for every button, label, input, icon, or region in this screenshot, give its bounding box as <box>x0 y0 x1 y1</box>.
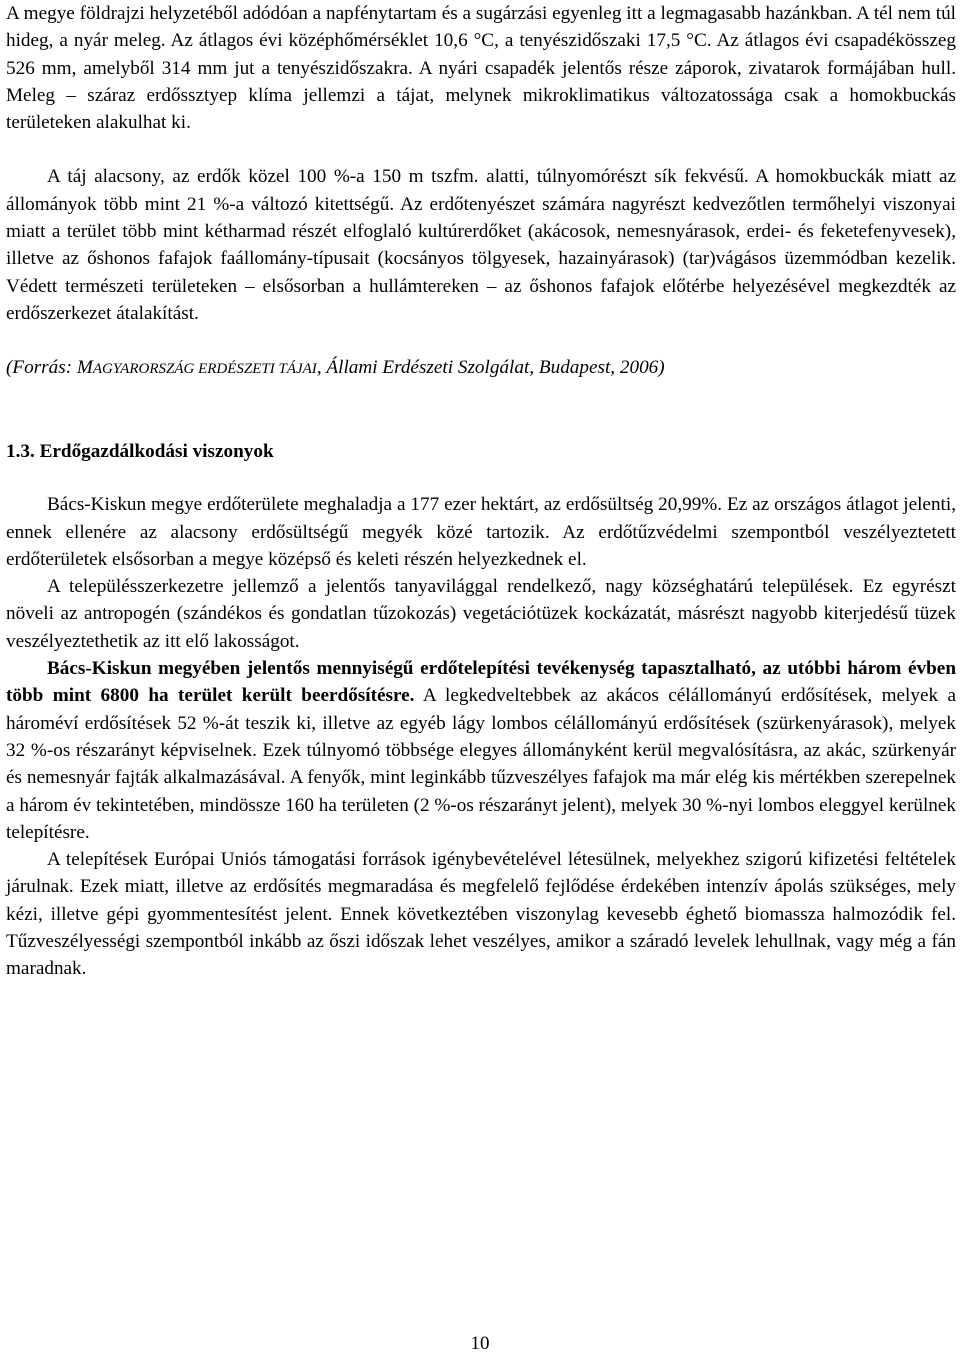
afforestation-rest-text: A legkedveltebbek az akácos célállományú erdősítések, melyek a hároméví erdősítések 52 %-át teszik ki, illetve az egyéb lágy lombos célállományú erdősítések (szürkenyárasok), melyek 32 %-os részarányt képviselnek. Ezek túlnyomó többsége elegyes állományként kerül megvalósításra, az akác, szürkenyár és nemesnyár fajták alkalmazásával. A fenyők, mint leginkább tűzveszélyes fafajok ma már elég kis mértékben szerepelnek a három év tekintetében, mindössze 160 ha területen (2 %-os részarányt jelent), melyek 30 %-nyi lombos eleggyel kerülnek telepítésre. <box>6 685 957 843</box>
paragraph-forest-area: Bács-Kiskun megye erdőterülete meghaladja a 177 ezer hektárt, az erdősültség 20,99%. Ez az országos átlagot jelenti, ennek ellenére az alacsony erdősültségű megyék közé tartozik. Az erdőtűzvédelmi szempontból veszélyeztetett erdőterületek elsősorban a megye középső és keleti részén helyezkednek el. <box>6 494 956 570</box>
paragraph-settlements: A településszerkezetre jellemző a jelentős tanyavilággal rendelkező, nagy községhatárú települések. Ez egyrészt növeli az antropogén (szándékos és gondatlan tűzokozás) vegetációtüzek kockázatát, másrészt nagyobb kiterjedésű tüzek veszélyeztethetik az itt elő lakosságot. <box>6 576 956 652</box>
paragraph-afforestation <box>6 655 956 846</box>
section-title: Erdőgazdálkodási viszonyok <box>39 441 274 463</box>
document-page <box>6 0 956 983</box>
section-number: 1.3. <box>6 441 35 463</box>
source-open: (Forrás: M <box>6 357 93 379</box>
section-heading <box>6 438 956 465</box>
paragraph-eu-support: A telepítések Európai Uniós támogatási források igénybevételével létesülnek, melyekhez szigorú kifizetési feltételek járulnak. Ezek miatt, illetve az erdősítés megmaradása és megfelelő fejlődése érdekében intenzív ápolás szükséges, mely kézi, illetve gépi gyommentesítést jelent. Ennek következtében viszonylag kevesebb éghető biomassza halmozódik fel. Tűzveszélyességi szempontból inkább az őszi időszak lehet veszélyes, amikor a száradó levelek lehullnak, vagy még a fán maradnak. <box>6 849 956 980</box>
page-number: 10 <box>470 1333 490 1354</box>
source-title-smallcaps: AGYARORSZÁG ERDÉSZETI TÁJAI <box>92 361 317 378</box>
afforestation-bold-text: Bács-Kiskun megyében jelentős mennyiségű erdőtelepítési tevékenység tapasztalható, az utóbbi három évben több mint 6800 ha terület került beerdősítésre. <box>6 658 956 707</box>
paragraph-landscape: A táj alacsony, az erdők közel 100 %-a 150 m tszfm. alatti, túlnyomórészt sík fekvésű. A homokbuckák miatt az állományok több mint 21 %-a változó kitettségű. Az erdőtenyészet számára nagyrészt kedvezőtlen termőhelyi viszonyai miatt a terület több mint kétharmad részét elfoglaló kultúrerdőket (akácosok, nemesnyárasok, erdei- és feketefenyvesek), illetve az őshonos fafajok faállomány-típusait (kocsányos tölgyesek, hazainyárasok) (tar)vágásos üzemmódban kezelik. Védett természeti területeken – elsősorban a hullámtereken – az őshonos fafajok előtérbe helyezésével megkezdték az erdőszerkezet átalakítást. <box>6 166 956 324</box>
source-rest: , Állami Erdészeti Szolgálat, Budapest, 2006) <box>316 357 665 379</box>
paragraph-climate: A megye földrajzi helyzetéből adódóan a napfénytartam és a sugárzási egyenleg itt a legmagasabb hazánkban. A tél nem túl hideg, a nyár meleg. Az átlagos évi középhőmérséklet 10,6 °C, a tenyészidőszaki 17,5 °C. Az átlagos évi csapadékösszeg 526 mm, amelyből 314 mm jut a tenyészidőszakra. A nyári csapadék jelentős része záporok, zivatarok formájában hull. Meleg – száraz erdőssztyep klíma jellemzi a tájat, melynek mikroklimatikus változatossága csak a homokbuckás területeken alakulhat ki. <box>6 3 956 134</box>
source-citation <box>6 354 956 383</box>
